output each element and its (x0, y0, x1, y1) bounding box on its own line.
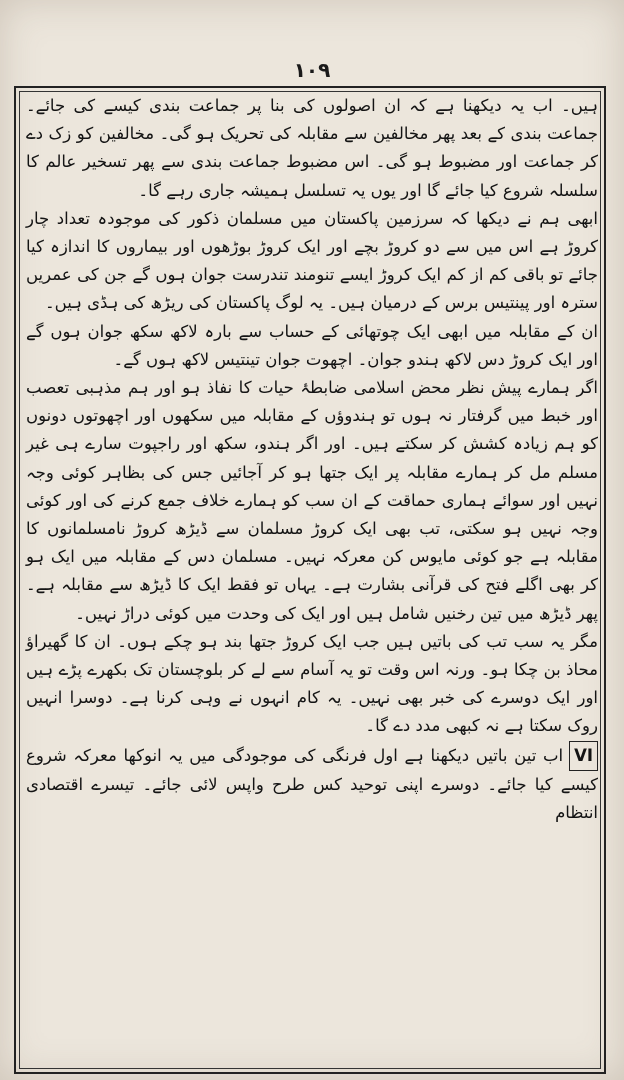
section-mark-label: VI (569, 741, 598, 771)
paragraph-2: ابھی ہم نے دیکھا کہ سرزمین پاکستان میں مسلمان ذکور کی موجودہ تعداد چار کروڑ ہے اس میں سے دو کروڑ بچے اور ایک کروڑ بوڑھوں اور بیماروں کا اندازہ کیا جائے تو باقی کم از کم ایک کروڑ ایسے تنومند تندرست جوان ہوں گے جن کی عمریں سترہ اور پینتیس برس کے درمیان ہیں۔ یہ لوگ پاکستان کی ریڑھ کی ہڈی ہیں۔ (26, 208, 598, 313)
paragraph-3: ان کے مقابلہ میں ابھی ایک چوتھائی کے حساب سے بارہ لاکھ سکھ جوان ہوں گے اور ایک کروڑ دس لاکھ ہندو جوان۔ اچھوت جوان تینتیس لاکھ ہوں گے۔ (26, 321, 598, 369)
paragraph-6-text: اب تین باتیں دیکھنا ہے اول فرنگی کی موجودگی میں یہ انوکھا معرکہ شروع کیسے کیا جائے۔ دوسرے اپنی توحید کس طرح واپس لائی جائے۔ تیسرے اقتصادی انتظام (26, 745, 598, 823)
paragraph-6 (26, 741, 598, 828)
paragraph-5: مگر یہ سب تب کی باتیں ہیں جب ایک کروڑ جتھا بند ہو چکے ہوں۔ ان کا گھیراؤ محاذ بن چکا ہو۔ ورنہ اس وقت تو یہ آسام سے لے کر بلوچستان تک بکھرے پڑے ہیں اور ایک دوسرے کی خبر بھی نہیں۔ یہ کام انہوں نے وہی کرنا ہے۔ دوسرا انہیں روک سکتا ہے نہ کبھی مدد دے گا۔ (26, 631, 598, 736)
body-text (26, 92, 598, 827)
paragraph-1: ہیں۔ اب یہ دیکھنا ہے کہ ان اصولوں کی بنا پر جماعت بندی کیسے کی جائے۔ جماعت بندی کے بعد پھر مخالفین سے مقابلہ کی تحریک ہو گی۔ مخالفین کو زک دے کر جماعت اور مضبوط ہو گی۔ اس مضبوط جماعت بندی سے پھر تسخیر عالم کا سلسلہ شروع کیا جائے گا اور یوں یہ تسلسل ہمیشہ جاری رہے گا۔ (26, 96, 598, 200)
page-number: ۱۰۹ (293, 58, 331, 82)
paragraph-4: اگر ہمارے پیش نظر محض اسلامی ضابطۂ حیات کا نفاذ ہو اور ہم مذہبی تعصب اور خبط میں گرفتار نہ ہوں تو ہندوؤں کے مقابلہ میں سکھوں اور اچھوتوں دونوں کو ہم زیادہ کشش کر سکتے ہیں۔ اور اگر ہندو، سکھ اور راجپوت سارے ہی غیر مسلم مل کر ہمارے مقابلہ پر ایک جتھا ہو کر آجائیں جس کی بظاہر کوئی وجہ نہیں اور سوائے ہماری حماقت کے ان سب کو ہمارے خلاف جمع کرنے کی اور کوئی وجہ نہیں ہو سکتی، تب بھی ایک کروڑ مسلمان سے ڈیڑھ کروڑ نامسلمانوں کا مقابلہ ہے جو کوئی مایوس کن معرکہ نہیں۔ مسلمان دس کے مقابلہ میں ایک ہو کر بھی اگلے فتح کی قرآنی بشارت ہے۔ یہاں تو فقط ایک کا ڈیڑھ سے مقابلہ ہے۔ پھر ڈیڑھ میں تین رخنیں شامل ہیں اور ایک کی وحدت میں کوئی دراڑ نہیں۔ (26, 378, 598, 623)
